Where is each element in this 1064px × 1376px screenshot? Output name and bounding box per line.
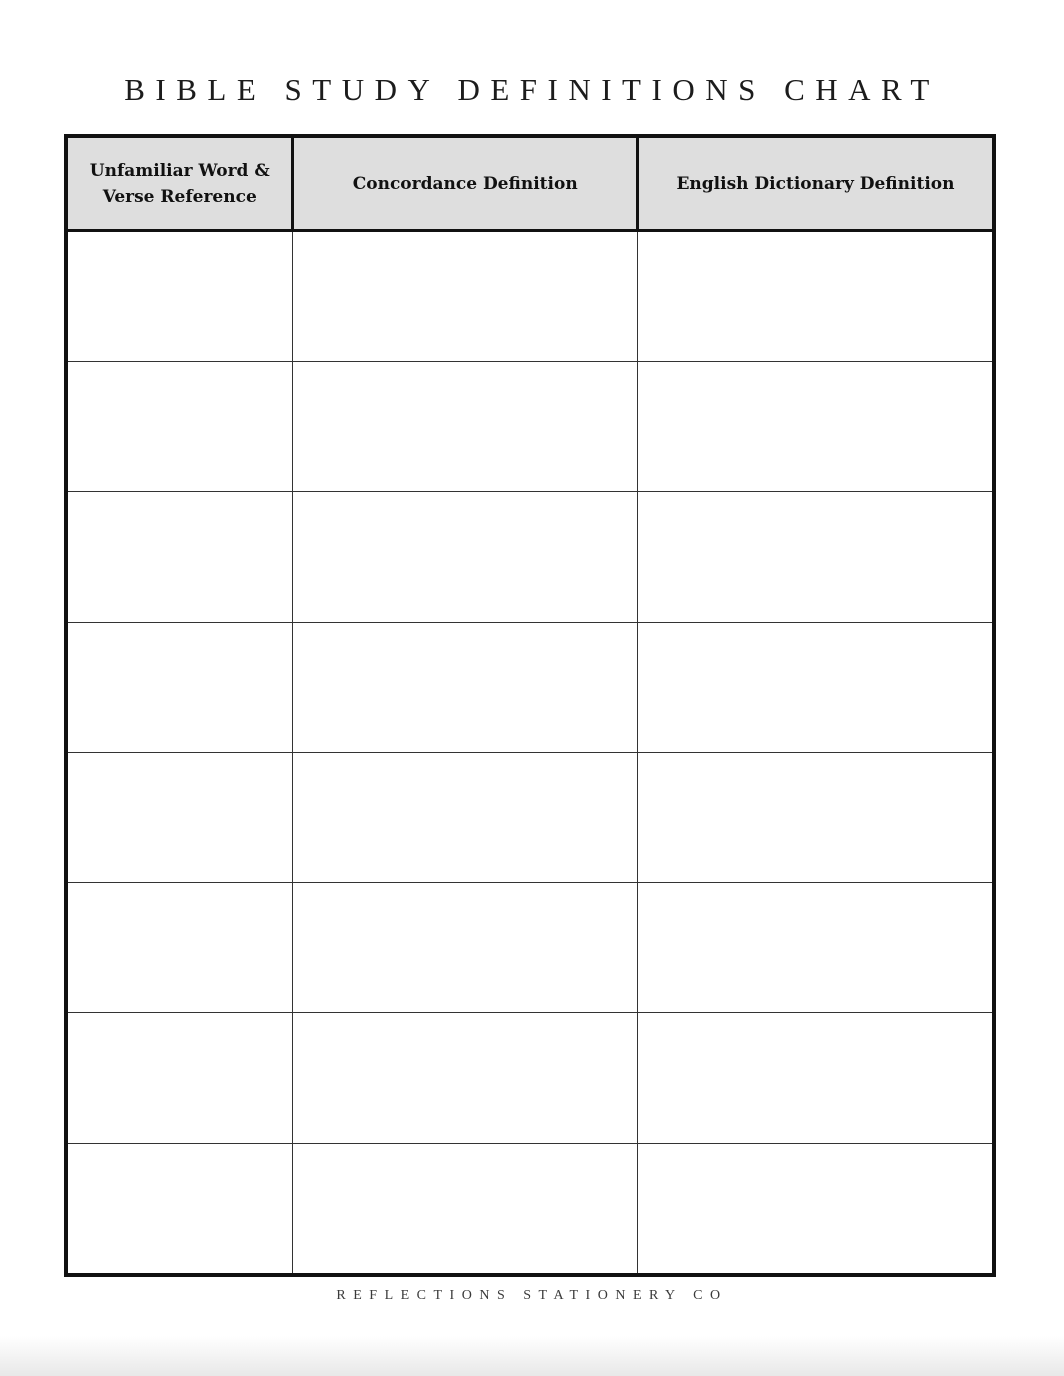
cell-word[interactable] [66, 231, 293, 362]
header-unfamiliar-word-line1: Unfamiliar Word & [89, 160, 270, 181]
header-row [66, 136, 994, 231]
cell-word[interactable] [66, 622, 293, 752]
header-english-dictionary-definition: English Dictionary Definition [637, 136, 994, 231]
cell-concordance[interactable] [293, 231, 637, 362]
cell-word[interactable] [66, 362, 293, 492]
cell-dictionary[interactable] [637, 752, 994, 882]
cell-concordance[interactable] [293, 362, 637, 492]
table-row [66, 622, 994, 752]
table-row [66, 231, 994, 362]
header-concordance-definition: Concordance Definition [293, 136, 637, 231]
cell-dictionary[interactable] [637, 1013, 994, 1143]
cell-word[interactable] [66, 1143, 293, 1275]
table-row [66, 492, 994, 622]
cell-concordance[interactable] [293, 492, 637, 622]
table-body [66, 231, 994, 1276]
page-title: BIBLE STUDY DEFINITIONS CHART [124, 72, 940, 107]
table-row [66, 1143, 994, 1275]
table-row [66, 883, 994, 1013]
cell-dictionary[interactable] [637, 362, 994, 492]
cell-concordance[interactable] [293, 1013, 637, 1143]
table-row [66, 1013, 994, 1143]
cell-concordance[interactable] [293, 1143, 637, 1275]
cell-concordance[interactable] [293, 622, 637, 752]
definitions-table [64, 134, 996, 1277]
cell-dictionary[interactable] [637, 622, 994, 752]
cell-dictionary[interactable] [637, 492, 994, 622]
cell-concordance[interactable] [293, 883, 637, 1013]
cell-dictionary[interactable] [637, 1143, 994, 1275]
cell-concordance[interactable] [293, 752, 637, 882]
cell-dictionary[interactable] [637, 231, 994, 362]
page-bottom-shadow [0, 1336, 1064, 1376]
cell-word[interactable] [66, 1013, 293, 1143]
header-unfamiliar-word [66, 136, 293, 231]
cell-word[interactable] [66, 492, 293, 622]
cell-word[interactable] [66, 883, 293, 1013]
table-header [66, 136, 994, 231]
table-row [66, 752, 994, 882]
cell-word[interactable] [66, 752, 293, 882]
cell-dictionary[interactable] [637, 883, 994, 1013]
footer-brand: REFLECTIONS STATIONERY CO [336, 1288, 728, 1303]
table-row [66, 362, 994, 492]
header-unfamiliar-word-line2: Verse Reference [102, 186, 257, 207]
